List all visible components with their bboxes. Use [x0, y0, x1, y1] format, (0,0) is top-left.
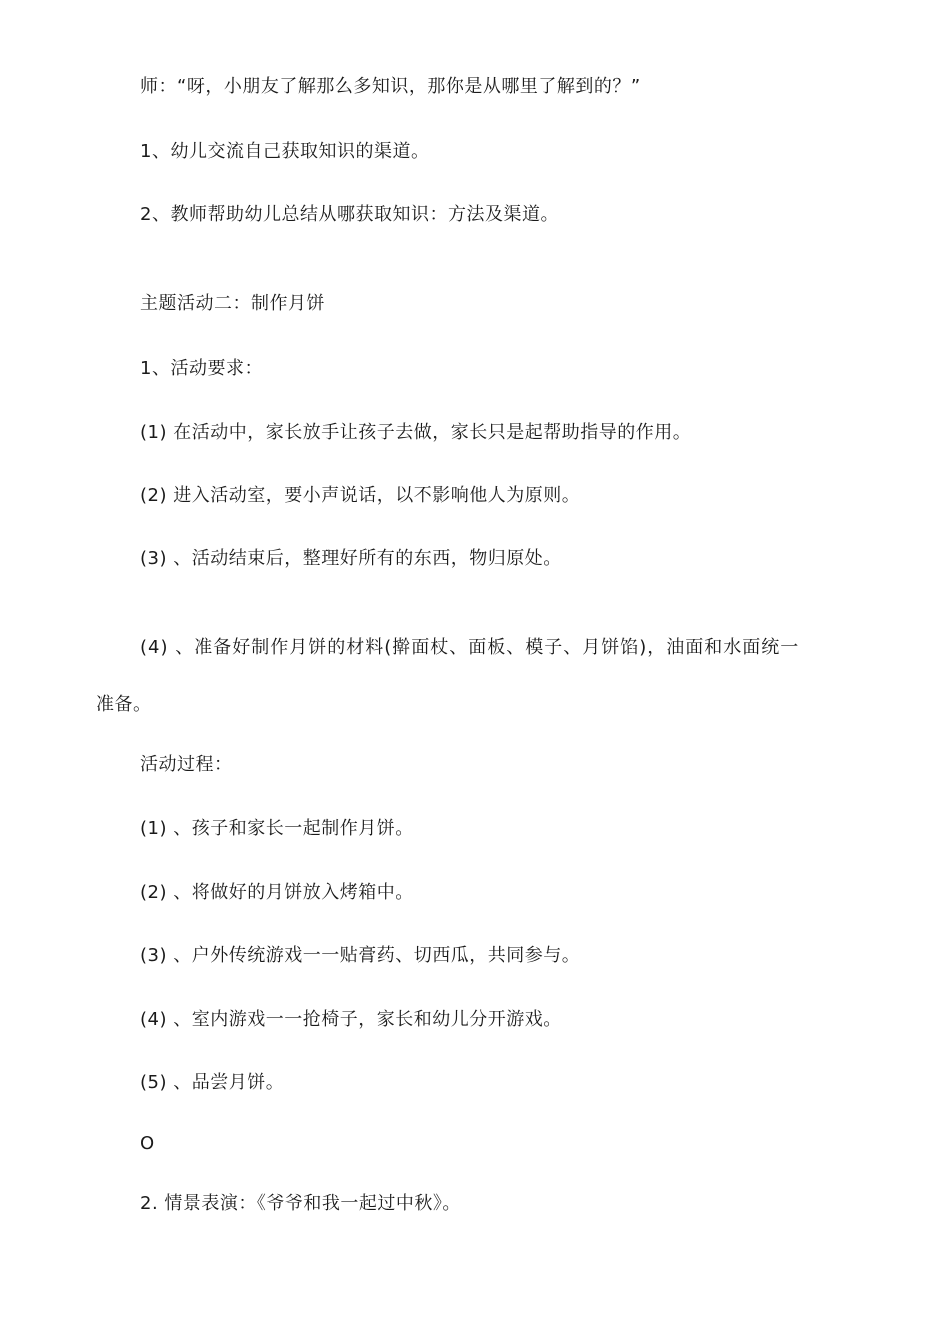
- process-item-2: (2) 、将做好的月饼放入烤箱中。: [140, 882, 414, 903]
- list-item-2-scene-performance: 2. 情景表演：《爷爷和我一起过中秋》。: [140, 1193, 461, 1214]
- list-item-2-teacher-summary: 2、教师帮助幼儿总结从哪获取知识：方法及渠道。: [140, 204, 559, 225]
- requirement-item-2: (2) 进入活动室，要小声说话，以不影响他人为原则。: [140, 485, 581, 506]
- process-item-3: (3) 、户外传统游戏一一贴膏药、切西瓜，共同参与。: [140, 945, 581, 966]
- requirement-item-4-continued: 准备。: [96, 694, 152, 715]
- process-item-5: (5) 、品尝月饼。: [140, 1072, 285, 1093]
- requirement-item-4: (4) 、准备好制作月饼的材料(擀面杖、面板、模子、月饼馅)，油面和水面统一: [140, 637, 800, 658]
- stray-mark: O: [140, 1133, 155, 1154]
- list-item-1-share-channels: 1、幼儿交流自己获取知识的渠道。: [140, 141, 430, 162]
- process-item-4: (4) 、室内游戏一一抢椅子，家长和幼儿分开游戏。: [140, 1009, 562, 1030]
- section-heading-activity-two: 主题活动二：制作月饼: [140, 293, 325, 314]
- process-item-1: (1) 、孩子和家长一起制作月饼。: [140, 818, 414, 839]
- activity-process-heading: 活动过程：: [140, 754, 233, 775]
- requirement-item-1: (1) 在活动中，家长放手让孩子去做，家长只是起帮助指导的作用。: [140, 422, 692, 443]
- requirement-item-3: (3) 、活动结束后，整理好所有的东西，物归原处。: [140, 548, 562, 569]
- activity-requirements-heading: 1、活动要求：: [140, 358, 263, 379]
- teacher-question-line: 师：“呀，小朋友了解那么多知识，那你是从哪里了解到的？”: [140, 76, 641, 97]
